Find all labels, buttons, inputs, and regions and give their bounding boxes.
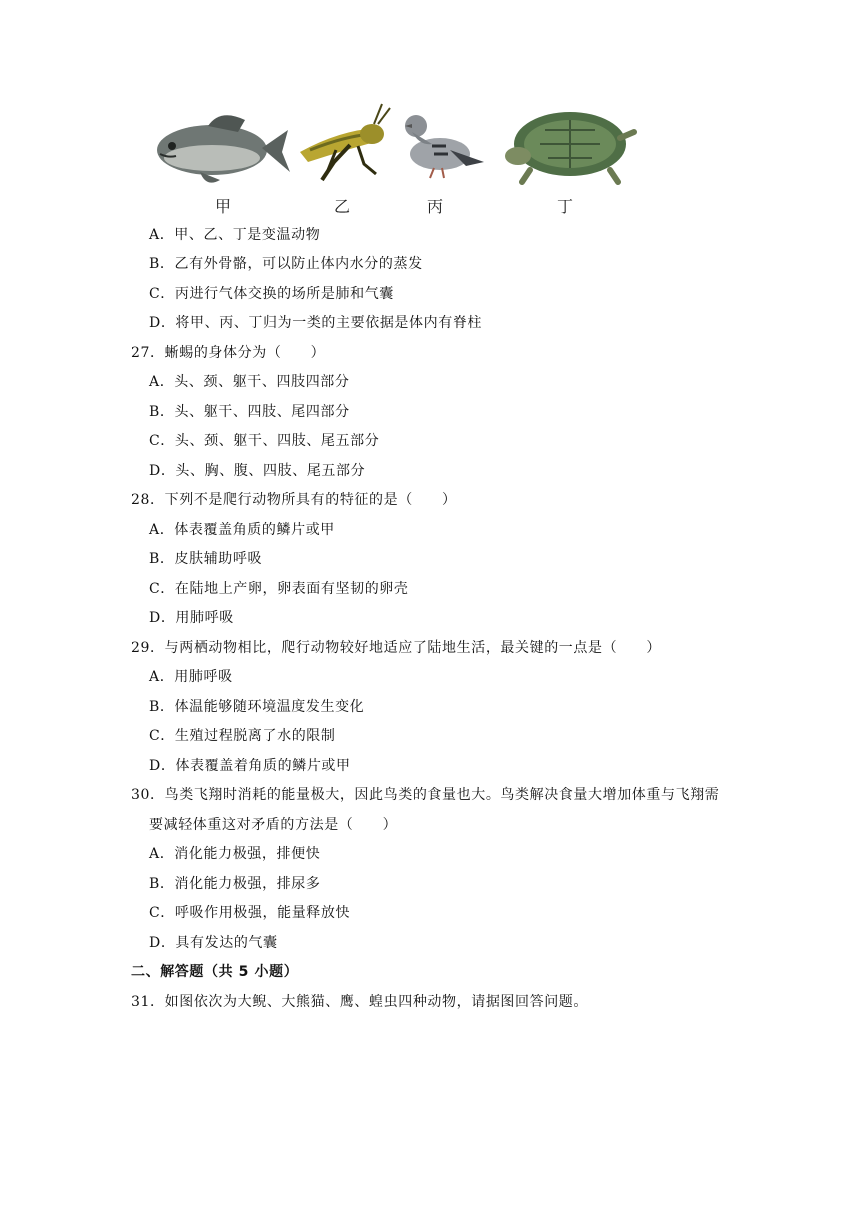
q29-option-b: B．体温能够随环境温度发生变化 [149, 699, 365, 715]
q27-option-b: B．头、躯干、四肢、尾四部分 [149, 404, 350, 420]
q30-option-b: B．消化能力极强，排尿多 [149, 876, 321, 892]
q27-option-a: A．头、颈、躯干、四肢四部分 [149, 374, 350, 390]
q31-stem: 31．如图依次为大鲵、大熊猫、鹰、蝗虫四种动物，请据图回答问题。 [131, 994, 589, 1010]
grasshopper-icon [300, 104, 390, 180]
q28-stem: 28．下列不是爬行动物所具有的特征的是（ ） [131, 492, 457, 508]
q28-option-b: B．皮肤辅助呼吸 [149, 551, 263, 567]
q28-option-d: D．用肺呼吸 [149, 610, 234, 626]
q26-option-b: B．乙有外骨骼，可以防止体内水分的蒸发 [149, 256, 423, 272]
q26-option-c: C．丙进行气体交换的场所是肺和气囊 [149, 286, 394, 302]
q30-option-c: C．呼吸作用极强，能量释放快 [149, 905, 351, 921]
q30-stem-line1: 30．鸟类飞翔时消耗的能量极大，因此鸟类的食量也大。鸟类解决食量大增加体重与飞翔需 [131, 787, 720, 803]
q30-option-a: A．消化能力极强，排便快 [149, 846, 321, 862]
q30-option-d: D．具有发达的气囊 [149, 935, 278, 951]
q27-option-d: D．头、胸、腹、四肢、尾五部分 [149, 463, 366, 479]
figure-label-yi: 乙 [333, 197, 350, 216]
q26-option-d: D．将甲、丙、丁归为一类的主要依据是体内有脊柱 [149, 315, 483, 331]
q28-option-c: C．在陆地上产卵，卵表面有坚韧的卵壳 [149, 581, 409, 597]
section-heading: 二、解答题（共 5 小题） [131, 964, 299, 980]
q30-stem-line2: 要减轻体重这对矛盾的方法是（ ） [149, 817, 398, 833]
figure-label-jia: 甲 [214, 197, 231, 216]
figure-label-bing: 丙 [426, 197, 443, 216]
animal-illustrations [150, 100, 640, 195]
q29-option-c: C．生殖过程脱离了水的限制 [149, 728, 336, 744]
q27-stem: 27．蜥蜴的身体分为（ ） [131, 345, 326, 361]
q26-option-a: A．甲、乙、丁是变温动物 [149, 227, 321, 243]
q27-option-c: C．头、颈、躯干、四肢、尾五部分 [149, 433, 380, 449]
q29-stem: 29．与两栖动物相比，爬行动物较好地适应了陆地生活，最关键的一点是（ ） [131, 640, 662, 656]
q29-option-d: D．体表覆盖着角质的鳞片或甲 [149, 758, 351, 774]
animal-figure [150, 100, 640, 218]
figure-label-ding: 丁 [556, 197, 573, 216]
q28-option-a: A．体表覆盖角质的鳞片或甲 [149, 522, 335, 538]
pigeon-icon [405, 115, 484, 178]
turtle-icon [505, 112, 634, 182]
fish-icon [157, 115, 290, 182]
q29-option-a: A．用肺呼吸 [149, 669, 233, 685]
